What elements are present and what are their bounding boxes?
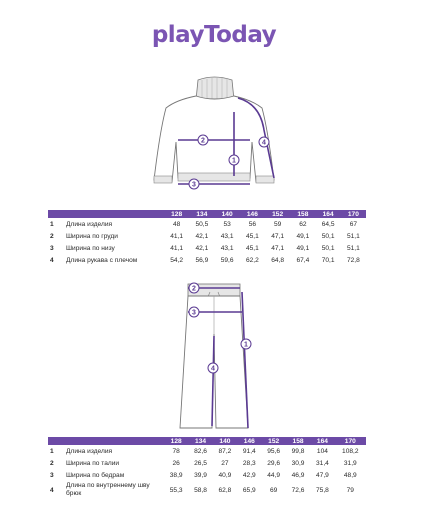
size-col: 140 [213,437,237,445]
pants-size-header [48,437,366,445]
table-row: 1 Длина изделия 78 82,6 87,2 91,4 95,6 99,8 104 108,2 [50,447,359,455]
marker-4: 4 [211,365,215,373]
size-col: 146 [240,210,265,218]
size-col: 128 [164,437,188,445]
size-col: 170 [335,437,366,445]
size-col: 146 [237,437,261,445]
size-col: 158 [290,210,315,218]
table-row: 2 Ширина по талии 26 26,5 27 28,3 29,6 30,9 31,4 31,9 [50,459,357,467]
marker-4: 4 [262,139,266,147]
table-row: 4 Длина по внутреннему шву брюк 55,3 58,8 62,8 65,9 69 72,6 75,8 79 [50,482,354,497]
size-col: 170 [341,210,366,218]
marker-3: 3 [192,181,196,189]
pants-drawing [114,278,314,430]
size-col: 158 [286,437,310,445]
table-row: 1 Длина изделия 48 50,5 53 56 59 62 64,5 67 [50,220,358,228]
size-col: 152 [265,210,290,218]
table-row: 3 Ширина по низу 41,1 42,1 43,1 45,1 47,1 49,1 50,1 51,1 [50,244,360,252]
marker-1: 1 [232,157,236,165]
sweater-illustration [0,70,428,202]
marker-2: 2 [192,285,196,293]
table-row: 2 Ширина по груди 41,1 42,1 43,1 45,1 47,1 49,1 50,1 51,1 [50,232,360,240]
table-row: 4 Длина рукава с плечом 54,2 56,9 59,6 62,2 64,8 67,4 70,1 72,8 [50,256,360,264]
size-col: 128 [164,210,189,218]
size-col: 164 [316,210,341,218]
sweater-drawing [114,70,314,202]
size-col: 134 [189,210,214,218]
size-col: 134 [188,437,212,445]
sweater-size-header [48,210,366,218]
size-col: 164 [310,437,334,445]
size-col: 140 [215,210,240,218]
table-row: 3 Ширина по бедрам 38,9 39,9 40,9 42,9 44,9 46,9 47,9 48,9 [50,471,357,479]
brand-logo: playToday [151,22,277,48]
marker-1: 1 [244,341,248,349]
size-col: 152 [262,437,286,445]
pants-illustration [0,278,428,430]
pants-size-table [48,437,366,499]
marker-2: 2 [201,137,205,145]
marker-3: 3 [192,309,196,317]
sweater-size-table [48,210,366,266]
